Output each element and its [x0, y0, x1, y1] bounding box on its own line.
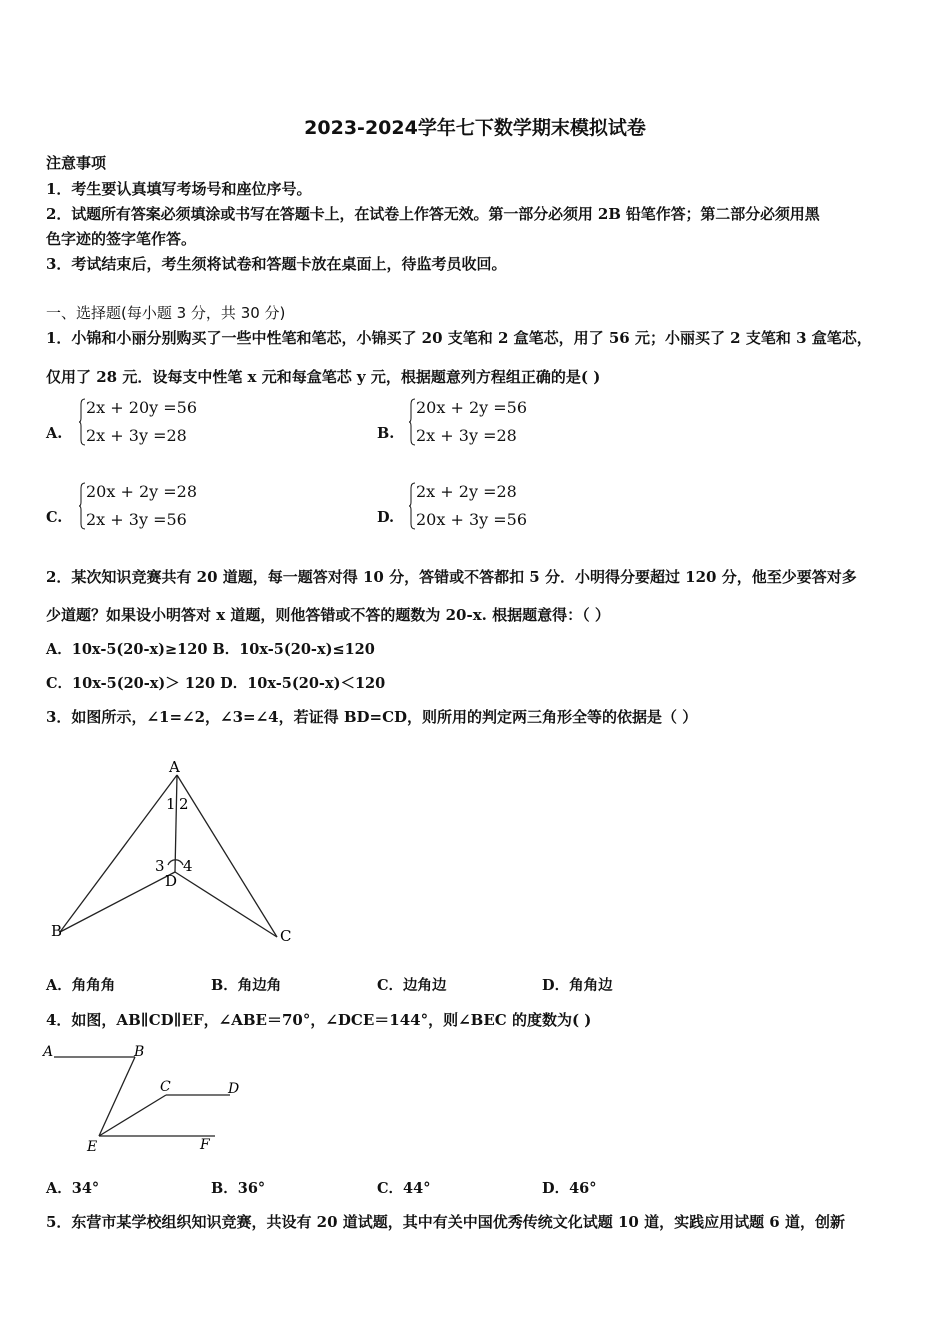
notice-heading: 注意事项 — [46, 154, 107, 172]
option-a: A．角角角 — [46, 977, 116, 994]
point-label-b: B — [134, 1044, 145, 1060]
question-2-options: C．10x-5(20-x)＞ 120 D．10x-5(20-x)＜120 — [46, 675, 386, 692]
angle-label-3: 3 — [155, 857, 165, 875]
option-b: B．36° — [211, 1180, 266, 1197]
option-a: A．34° — [46, 1180, 100, 1197]
section-heading: 一、选择题(每小题 3 分，共 30 分) — [46, 304, 286, 322]
point-label-e: E — [87, 1139, 98, 1155]
equation-line: 2x + 2y =28 — [416, 482, 517, 501]
angle-label-1: 1 — [166, 795, 176, 813]
notice-item: 1．考生要认真填写考场号和座位序号。 — [46, 180, 312, 198]
question-5-line: 5．东营市某学校组织知识竞赛，共设有 20 道试题，其中有关中国优秀传统文化试题 10 道，实践应用试题 6 道，创新 — [46, 1213, 845, 1231]
option-d: D．角角边 — [542, 977, 613, 994]
option-label: A. — [46, 425, 63, 442]
question-2-options: A．10x-5(20-x)≥120 B．10x-5(20-x)≤120 — [46, 641, 375, 658]
notice-item: 3．考试结束后，考生须将试卷和答题卡放在桌面上，待监考员收回。 — [46, 255, 507, 273]
question-3-text: 3．如图所示，∠1=∠2，∠3=∠4，若证得 BD=CD，则所用的判定两三角形全等的依据是（ ） — [46, 708, 698, 726]
equation-line: 2x + 3y =28 — [86, 426, 187, 445]
vertex-label-c: C — [280, 927, 292, 945]
brace-icon — [408, 398, 416, 446]
point-label-d: D — [228, 1081, 240, 1097]
question-1-line: 仅用了 28 元．设每支中性笔 x 元和每盒笔芯 y 元，根据题意列方程组正确的是( ) — [46, 368, 601, 386]
option-c: C．边角边 — [377, 977, 447, 994]
point-label-f: F — [200, 1137, 210, 1153]
option-b: B．角边角 — [211, 977, 282, 994]
equation-line: 20x + 2y =56 — [416, 398, 528, 417]
point-label-a: A — [43, 1044, 54, 1060]
vertex-label-a: A — [169, 758, 180, 776]
vertex-label-b: B — [51, 922, 63, 940]
option-label: B. — [377, 425, 395, 442]
triangle-figure — [40, 755, 310, 950]
equation-line: 20x + 2y =28 — [86, 482, 198, 501]
question-1-line: 1．小锦和小丽分别购买了一些中性笔和笔芯，小锦买了 20 支笔和 2 盒笔芯，用了 56 元；小丽买了 2 支笔和 3 盒笔芯， — [46, 329, 872, 347]
question-4-text: 4．如图，AB∥CD∥EF，∠ABE＝70°，∠DCE＝144°，则∠BEC 的度数为( ) — [46, 1011, 592, 1029]
brace-icon — [408, 482, 416, 530]
notice-item: 色字迹的签字笔作答。 — [46, 230, 197, 248]
equation-line: 2x + 3y =56 — [86, 510, 187, 529]
equation-line: 2x + 20y =56 — [86, 398, 198, 417]
option-label: C. — [46, 509, 63, 526]
question-2-line: 2．某次知识竞赛共有 20 道题，每一题答对得 10 分，答错或不答都扣 5 分．小明得分要超过 120 分，他至少要答对多 — [46, 568, 857, 586]
equation-line: 2x + 3y =28 — [416, 426, 517, 445]
option-d: D．46° — [542, 1180, 597, 1197]
point-label-c: C — [160, 1079, 171, 1095]
option-label: D. — [377, 509, 395, 526]
page-title: 2023-2024学年七下数学期末模拟试卷 — [304, 117, 646, 139]
equation-line: 20x + 3y =56 — [416, 510, 528, 529]
angle-label-2: 2 — [179, 795, 189, 813]
parallel-lines-figure — [40, 1040, 250, 1155]
brace-icon — [78, 398, 86, 446]
vertex-label-d: D — [165, 872, 178, 890]
notice-item: 2．试题所有答案必须填涂或书写在答题卡上，在试卷上作答无效。第一部分必须用 2B 铅笔作答；第二部分必须用黑 — [46, 205, 820, 223]
angle-label-4: 4 — [183, 857, 193, 875]
question-2-line: 少道题？如果设小明答对 x 道题，则他答错或不答的题数为 20-x. 根据题意得：（ ） — [46, 606, 610, 624]
brace-icon — [78, 482, 86, 530]
option-c: C．44° — [377, 1180, 431, 1197]
